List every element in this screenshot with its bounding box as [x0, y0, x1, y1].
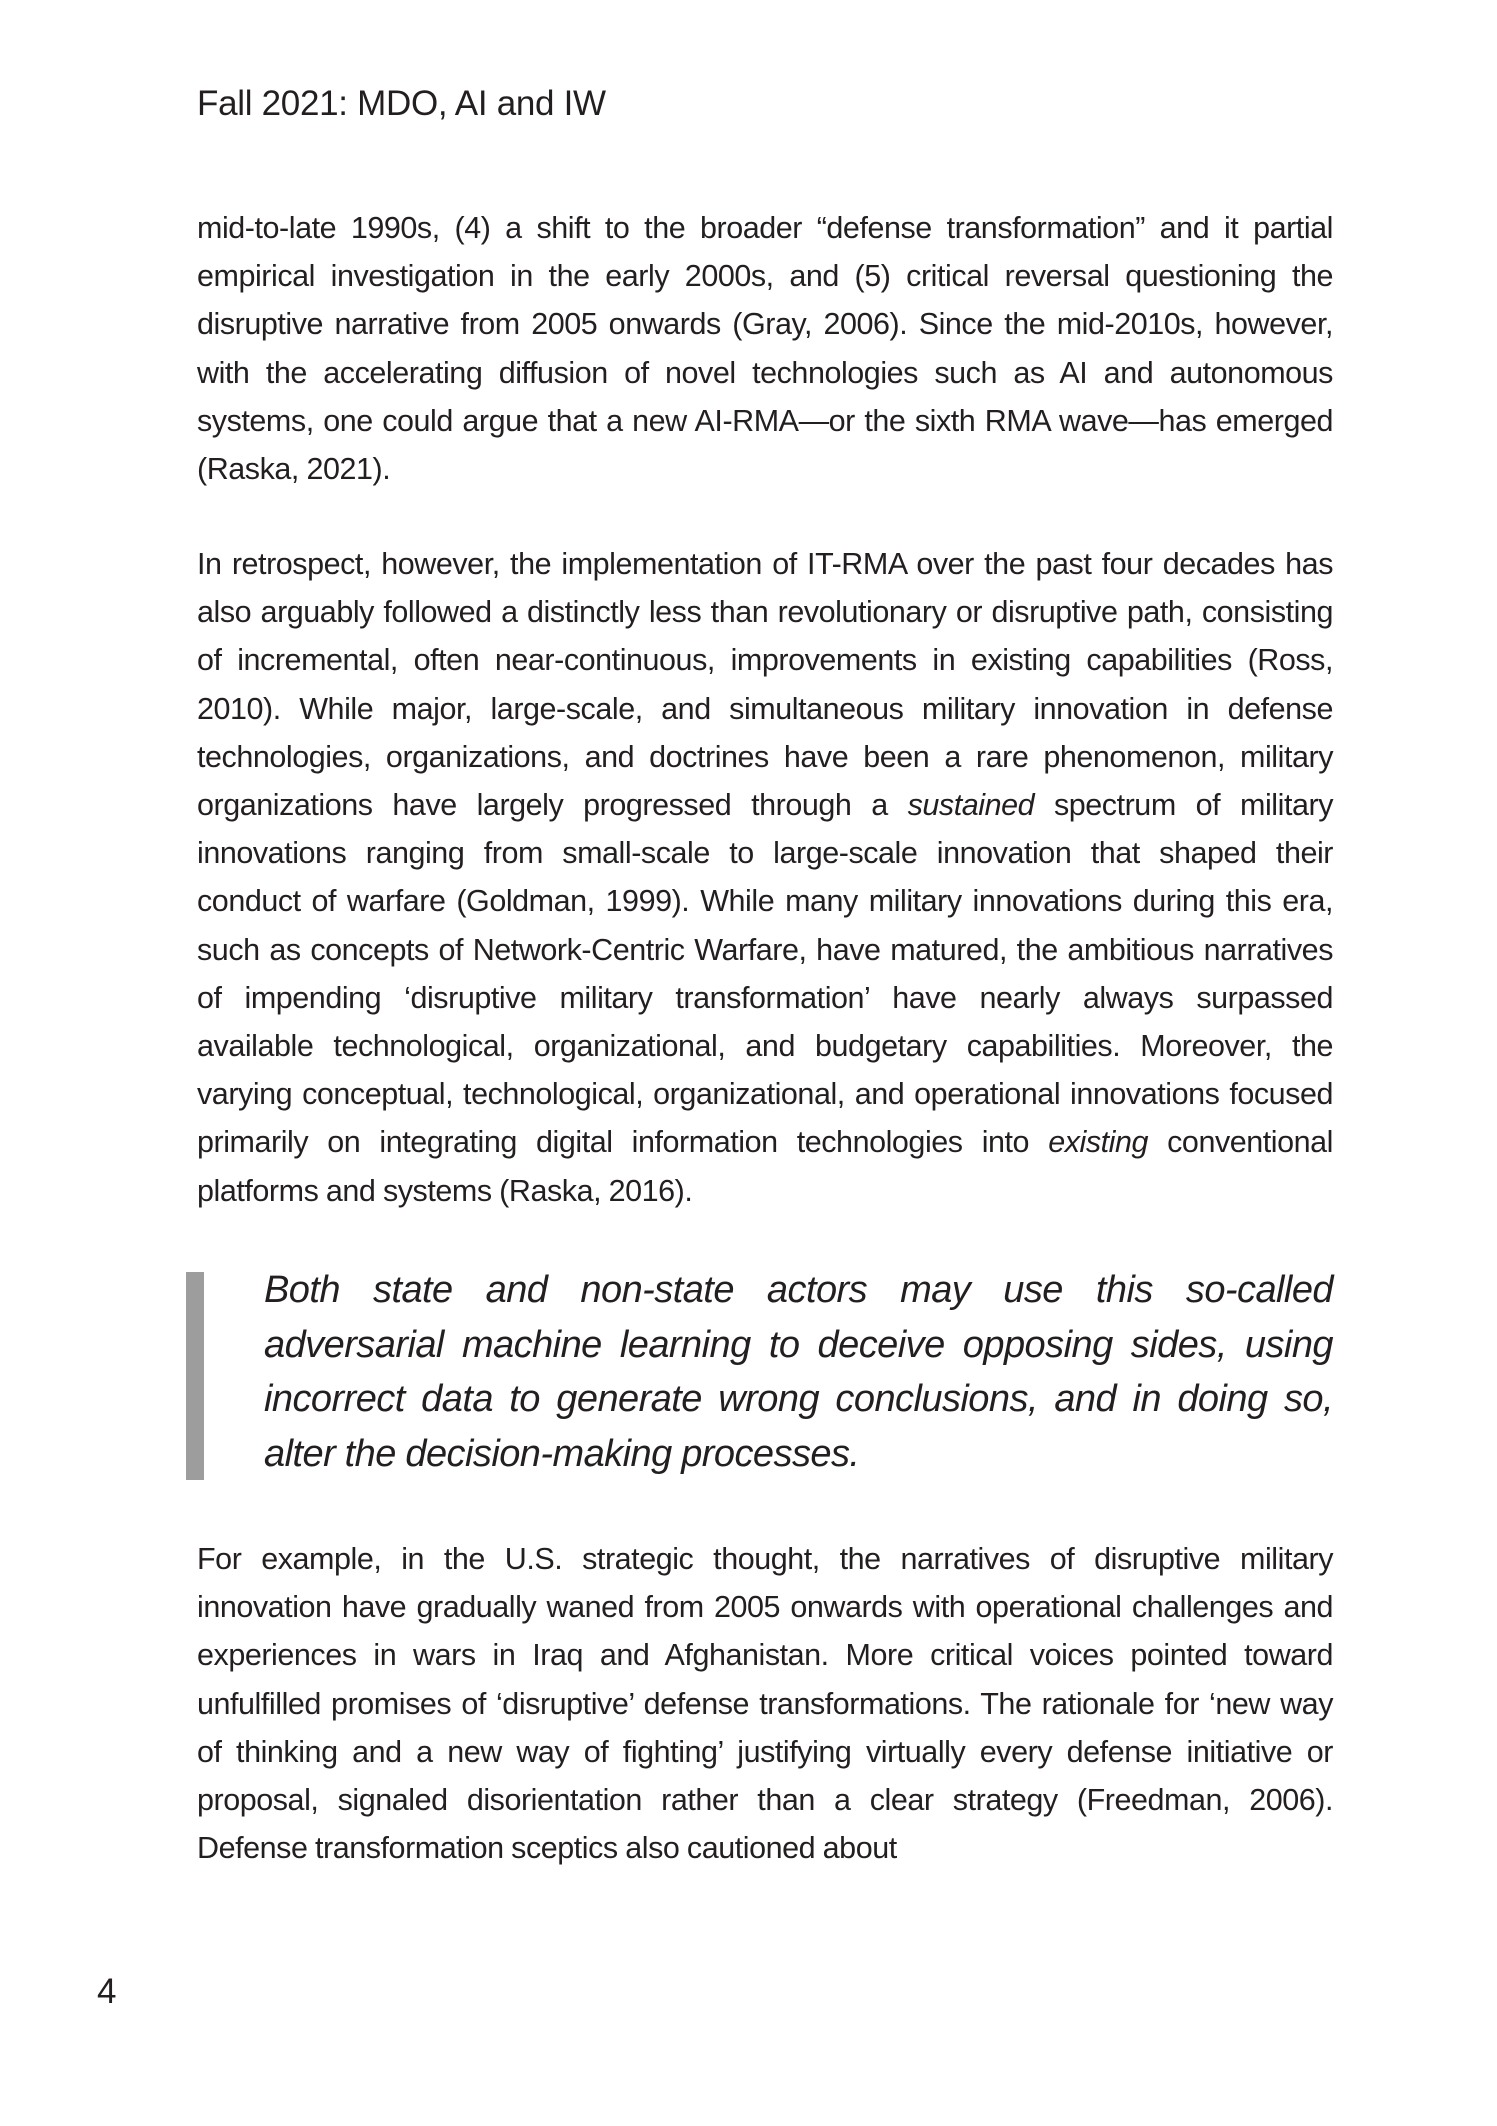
body-paragraph-3: For example, in the U.S. strategic thought, the narratives of disruptive military innovation have gradually waned from 2005 onwards with operational challenges and experiences in wars in Iraq and Afghanistan. More critical voices pointed toward unfulfilled promises of ‘disruptive’ defense transformations. The rationale for ‘new way of thinking and a new way of fighting’ justifying virtually every defense initiative or proposal, signaled disorientation rather than a clear strategy (Freedman, 2006). Defense transformation sceptics also cautioned about: [197, 1542, 1333, 1866]
emphasis-existing: existing: [1048, 1125, 1149, 1160]
pull-quote-text: Both state and non-state actors may use this so-called adversarial machine learning to deceive opposing sides, using incorrect data to generate wrong conclusions, and in doing so, alter the decision-making processes.: [264, 1269, 1333, 1475]
paragraph-2-text-b: spectrum of military innovations ranging from small-scale to large-scale innovation that shaped their conduct of warfare (Goldman, 1999). While many military innovations during this era, such as concepts of Network-Centric Warfare, have matured, the ambitious narratives of impending ‘disruptive military transformation’ have nearly always surpassed available technological, organizational, and budgetary capabilities. Moreover, the varying conceptual, technological, organizational, and operational innovations focused primarily on integrating digital information technologies into: [197, 788, 1333, 1160]
paragraph-2-text-c: conventional platforms and systems (Raska, 2016).: [197, 1125, 1333, 1208]
running-header: Fall 2021: MDO, AI and IW: [197, 84, 606, 123]
pull-quote-bar: [186, 1272, 204, 1480]
page-number: 4: [97, 1972, 117, 2011]
body-paragraph-1: mid-to-late 1990s, (4) a shift to the broader “defense transformation” and it partial empirical investigation in the early 2000s, and (5) critical reversal questioning the disruptive narrative from 2005 onwards (Gray, 2006). Since the mid-2010s, however, with the accelerating diffusion of novel technologies such as AI and autonomous systems, one could argue that a new AI-RMA—or the sixth RMA wave—has emerged (Raska, 2021).: [197, 211, 1333, 487]
emphasis-sustained: sustained: [907, 788, 1035, 823]
body-paragraph-2: [197, 540, 1333, 1215]
paragraph-2-text-a: In retrospect, however, the implementation of IT-RMA over the past four decades has also arguably followed a distinctly less than revolutionary or disruptive path, consisting of incremental, often near-continuous, improvements in existing capabilities (Ross, 2010). While major, large-scale, and simultaneous military innovation in defense technologies, organizations, and doctrines have been a rare phenomenon, military organizations have largely progressed through a: [197, 547, 1333, 823]
